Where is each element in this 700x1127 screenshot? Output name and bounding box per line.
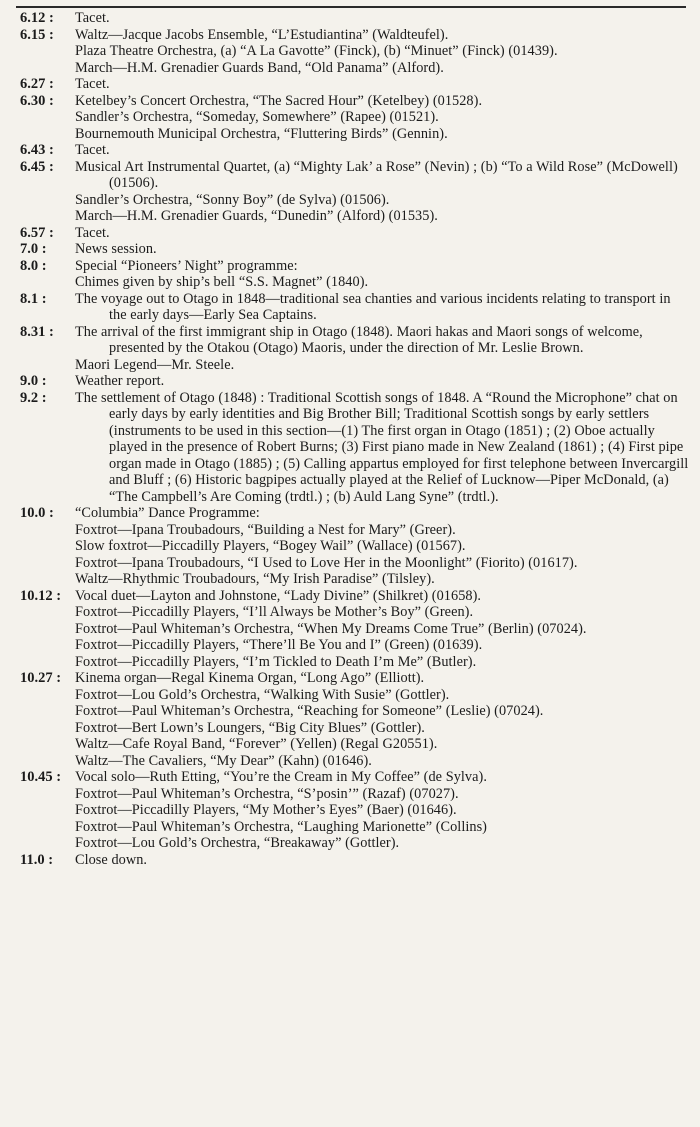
programme-item: Ketelbey’s Concert Orchestra, “The Sacred Hour” (Ketelbey) (01528). (75, 92, 483, 109)
programme-entry (0, 241, 700, 258)
entry-time: 6.45 : (20, 158, 54, 175)
programme-item: Close down. (75, 851, 148, 868)
programme-item: Foxtrot—Paul Whiteman’s Orchestra, “S’posin’” (Razaf) (07027). (75, 785, 459, 802)
programme-item: Waltz—Cafe Royal Band, “Forever” (Yellen) (Regal G20551). (75, 736, 438, 752)
programme-item: Vocal duet—Layton and Johnstone, “Lady Divine” (Shilkret) (01658). (75, 587, 482, 604)
programme-entry (0, 10, 700, 27)
programme-item: “Columbia” Dance Programme: (75, 505, 260, 521)
programme-item: Plaza Theatre Orchestra, (a) “A La Gavotte” (Finck), (b) “Minuet” (Finck) (01439). (75, 43, 558, 59)
entry-time: 8.1 : (20, 290, 47, 307)
entry-time: 7.0 : (20, 241, 47, 257)
entry-time: 6.30 : (20, 92, 54, 109)
programme-item: Foxtrot—Ipana Troubadours, “Building a Nest for Mary” (Greer). (75, 521, 456, 538)
entry-time: 9.2 : (20, 389, 47, 406)
programme-entry (0, 373, 700, 390)
programme-entry (0, 324, 700, 374)
top-rule (16, 6, 686, 8)
entry-time: 8.0 : (20, 257, 47, 274)
entry-time: 10.45 : (20, 769, 62, 785)
programme-item: Musical Art Instrumental Quartet, (a) “Mighty Lak’ a Rose” (Nevin) ; (b) “To a Wild Rose” (McDowell) (01506). (75, 158, 678, 191)
programme-item: Foxtrot—Paul Whiteman’s Orchestra, “Reaching for Someone” (Leslie) (07024). (75, 703, 544, 719)
programme-entry (0, 76, 700, 93)
programme-item: March—H.M. Grenadier Guards, “Dunedin” (Alford) (01535). (75, 208, 438, 224)
programme-item: Tacet. (75, 76, 110, 92)
programme-entry (0, 225, 700, 242)
entry-time: 10.12 : (20, 587, 62, 604)
programme-item: Kinema organ—Regal Kinema Organ, “Long Ago” (Elliott). (75, 670, 425, 686)
entry-time: 6.15 : (20, 26, 54, 43)
programme-entry (0, 852, 700, 869)
entry-time: 10.0 : (20, 505, 54, 521)
programme-item: Foxtrot—Piccadilly Players, “My Mother’s Eyes” (Baer) (01646). (75, 802, 457, 818)
programme-item: Bournemouth Municipal Orchestra, “Fluttering Birds” (Gennin). (75, 125, 448, 142)
programme-entry (0, 505, 700, 588)
entry-time: 6.57 : (20, 224, 54, 241)
entry-time: 11.0 : (20, 851, 54, 868)
programme-item: Tacet. (75, 142, 110, 158)
programme-item: Slow foxtrot—Piccadilly Players, “Bogey Wail” (Wallace) (01567). (75, 538, 466, 554)
programme-item: Foxtrot—Paul Whiteman’s Orchestra, “When My Dreams Come True” (Berlin) (07024). (75, 620, 587, 637)
programme-entry (0, 159, 700, 225)
programme-item: Chimes given by ship’s bell “S.S. Magnet” (1840). (75, 274, 369, 290)
programme-item: News session. (75, 241, 157, 257)
programme-item: Foxtrot—Bert Lown’s Loungers, “Big City Blues” (Gottler). (75, 719, 425, 736)
programme-item: Tacet. (75, 224, 110, 241)
programme-entry (0, 27, 700, 77)
programme-item: Foxtrot—Paul Whiteman’s Orchestra, “Laughing Marionette” (Collins) (75, 818, 487, 835)
programme-item: Foxtrot—Ipana Troubadours, “I Used to Love Her in the Moonlight” (Fiorito) (01617). (75, 554, 578, 571)
programme-item: Foxtrot—Piccadilly Players, “I’m Tickled to Death I’m Me” (Butler). (75, 653, 477, 670)
programme-item: March—H.M. Grenadier Guards Band, “Old Panama” (Alford). (75, 59, 444, 76)
programme-item: Weather report. (75, 373, 165, 389)
programme-item: The voyage out to Otago in 1848—traditional sea chanties and various incidents relating to transport in the early days—Early Sea Captains. (75, 290, 671, 323)
programme-item: Waltz—The Cavaliers, “My Dear” (Kahn) (01646). (75, 752, 372, 769)
programme-entry (0, 258, 700, 291)
programme-item: Sandler’s Orchestra, “Sonny Boy” (de Sylva) (01506). (75, 191, 390, 208)
programme-item: Foxtrot—Lou Gold’s Orchestra, “Walking With Susie” (Gottler). (75, 686, 450, 703)
programme-item: Foxtrot—Lou Gold’s Orchestra, “Breakaway” (Gottler). (75, 835, 400, 851)
programme-schedule (0, 10, 700, 868)
entry-time: 6.12 : (20, 10, 54, 26)
programme-item: Foxtrot—Piccadilly Players, “I’ll Always be Mother’s Boy” (Green). (75, 604, 474, 620)
entry-time: 10.27 : (20, 670, 62, 686)
programme-entry (0, 769, 700, 852)
programme-item: Foxtrot—Piccadilly Players, “There’ll Be You and I” (Green) (01639). (75, 637, 483, 653)
programme-item: Maori Legend—Mr. Steele. (75, 356, 235, 373)
programme-item: Vocal solo—Ruth Etting, “You’re the Cream in My Coffee” (de Sylva). (75, 769, 487, 785)
programme-entry (0, 670, 700, 769)
programme-item: Waltz—Jacque Jacobs Ensemble, “L’Estudiantina” (Waldteufel). (75, 26, 449, 43)
programme-item: The settlement of Otago (1848) : Traditional Scottish songs of 1848. A “Round the Microphone” chat on early days by early identities and Big Brother Bill; Traditional Scottish songs by early settlers (instruments to be used in this section—(1) The first organ in Otago (1851) ; (2) Oboe actually played in the presence of Robert Burns; (3) First piano made in New Zealand (1861) ; (4) First pipe organ made in Otago (1885) ; (5) Calling appartus employed for first telephone between Invercargill and Bluff ; (6) Historic bagpipes actually played at the Relief of Lucknow—Piper McDonald, (a) “The Campbell’s Are Coming (trdtl.) ; (b) Auld Lang Syne” (trdtl.). (75, 389, 689, 505)
programme-entry (0, 291, 700, 324)
programme-item: Tacet. (75, 10, 110, 26)
programme-item: Special “Pioneers’ Night” programme: (75, 257, 298, 274)
programme-entry (0, 93, 700, 143)
programme-item: Waltz—Rhythmic Troubadours, “My Irish Paradise” (Tilsley). (75, 571, 435, 587)
entry-time: 8.31 : (20, 323, 54, 340)
programme-entry (0, 390, 700, 506)
entry-time: 6.43 : (20, 142, 54, 158)
programme-entry (0, 142, 700, 159)
entry-time: 6.27 : (20, 76, 54, 92)
programme-entry (0, 588, 700, 671)
programme-item: The arrival of the first immigrant ship in Otago (1848). Maori hakas and Maori songs of welcome, presented by the Otakou (Otago) Maoris, under the direction of Mr. Leslie Brown. (75, 323, 643, 356)
entry-time: 9.0 : (20, 373, 47, 389)
programme-item: Sandler’s Orchestra, “Someday, Somewhere” (Rapee) (01521). (75, 109, 439, 125)
